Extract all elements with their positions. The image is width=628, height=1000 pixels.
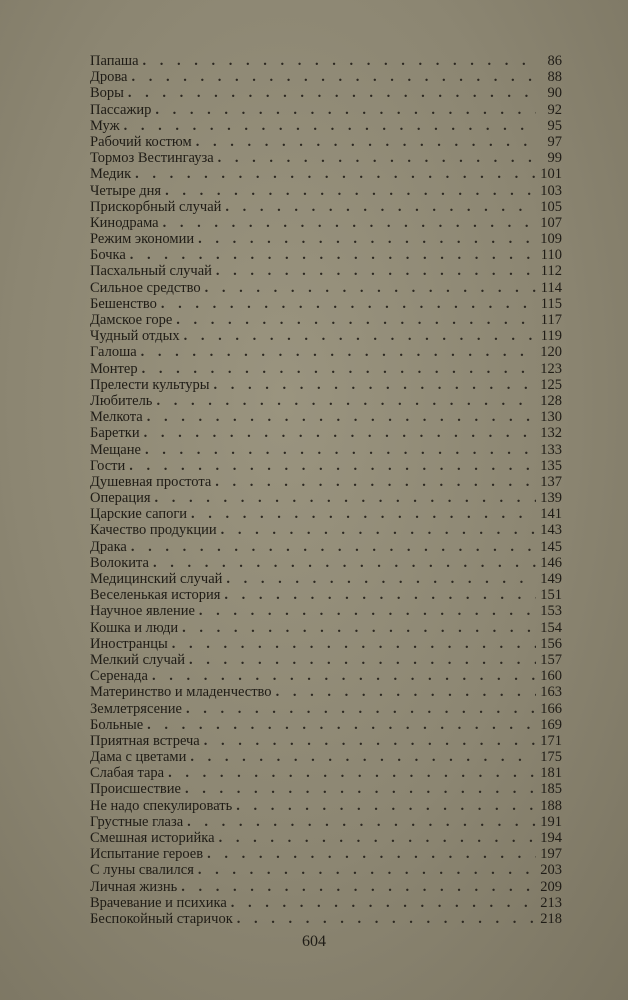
dot-leader <box>131 539 536 555</box>
entry-title: Медик <box>90 166 132 183</box>
entry-title: Грустные глаза <box>90 813 184 830</box>
toc-entry <box>90 166 562 182</box>
toc-entry <box>90 879 562 895</box>
entry-title: Не надо спекулировать <box>90 797 233 814</box>
toc-entry <box>90 555 562 571</box>
entry-title: Бочка <box>90 247 126 264</box>
toc-entry <box>90 215 562 231</box>
toc-entry <box>90 458 562 474</box>
toc-entry <box>90 280 562 296</box>
entry-title: Пассажир <box>90 101 152 118</box>
entry-page-number: 101 <box>540 166 562 183</box>
toc-entry <box>90 393 562 409</box>
entry-title: Качество продукции <box>90 522 217 539</box>
toc-entry <box>90 798 562 814</box>
dot-leader <box>276 684 536 700</box>
entry-page-number: 188 <box>540 797 562 814</box>
dot-leader <box>155 102 536 118</box>
entry-title: Смешная историйка <box>90 830 215 846</box>
toc-entry <box>90 231 562 247</box>
entry-page-number: 218 <box>540 910 562 927</box>
toc-entry <box>90 442 562 458</box>
entry-page-number: 194 <box>540 830 562 846</box>
entry-page-number: 105 <box>540 198 562 215</box>
entry-title: Мелкота <box>90 409 143 426</box>
entry-title: Серенада <box>90 668 148 685</box>
entry-page-number: 137 <box>540 473 562 490</box>
toc-entry <box>90 668 562 684</box>
entry-page-number: 146 <box>540 554 562 571</box>
entry-title: Рабочий костюм <box>90 133 192 150</box>
entry-title: Гости <box>90 457 126 474</box>
entry-title: Любитель <box>90 392 153 409</box>
entry-page-number: 139 <box>540 490 562 507</box>
dot-leader <box>226 571 536 587</box>
dot-leader <box>185 781 536 797</box>
entry-title: Личная жизнь <box>90 878 178 895</box>
toc-entry <box>90 539 562 555</box>
toc-entry <box>90 102 562 118</box>
toc-entry <box>90 911 562 927</box>
entry-title: Кинодрама <box>90 214 159 231</box>
toc-entry <box>90 134 562 150</box>
toc-entry <box>90 506 562 522</box>
toc-entry <box>90 69 562 85</box>
toc-entry <box>90 636 562 652</box>
dot-leader <box>130 247 536 263</box>
entry-page-number: 107 <box>540 214 562 231</box>
dot-leader <box>147 717 536 733</box>
dot-leader <box>152 668 536 684</box>
toc-entry <box>90 263 562 279</box>
entry-title: Драка <box>90 538 127 555</box>
entry-title: Врачевание и психика <box>90 894 227 911</box>
entry-title: Медицинский случай <box>90 571 223 587</box>
toc-entry <box>90 620 562 636</box>
toc-entry <box>90 830 562 846</box>
entry-page-number: 110 <box>540 247 562 264</box>
entry-page-number: 151 <box>540 587 562 604</box>
entry-page-number: 132 <box>540 425 562 442</box>
toc-entry <box>90 409 562 425</box>
entry-title: Веселенькая история <box>90 587 221 604</box>
dot-leader <box>182 620 536 636</box>
entry-page-number: 145 <box>540 538 562 555</box>
entry-page-number: 197 <box>540 846 562 863</box>
dot-leader <box>141 344 536 360</box>
dot-leader <box>163 215 536 231</box>
entry-title: Бешенство <box>90 295 157 312</box>
entry-page-number: 120 <box>540 344 562 361</box>
toc-entry <box>90 150 562 166</box>
toc-entry <box>90 571 562 587</box>
dot-leader <box>147 409 536 425</box>
toc-entry <box>90 199 562 215</box>
entry-page-number: 213 <box>540 894 562 911</box>
dot-leader <box>153 555 536 571</box>
dot-leader <box>155 490 536 506</box>
toc-entry <box>90 846 562 862</box>
dot-leader <box>129 458 536 474</box>
toc-entry <box>90 652 562 668</box>
entry-title: Дама с цветами <box>90 749 187 766</box>
entry-title: Галоша <box>90 344 137 361</box>
entry-page-number: 153 <box>540 603 562 620</box>
entry-page-number: 157 <box>540 651 562 668</box>
toc-entry <box>90 781 562 797</box>
toc-entry <box>90 425 562 441</box>
toc-entry <box>90 814 562 830</box>
toc-entry <box>90 85 562 101</box>
entry-page-number: 181 <box>540 765 562 782</box>
toc-entry <box>90 733 562 749</box>
entry-page-number: 169 <box>540 716 562 733</box>
dot-leader <box>165 183 536 199</box>
toc-entry <box>90 361 562 377</box>
dot-leader <box>221 522 536 538</box>
dot-leader <box>198 862 536 878</box>
dot-leader <box>161 296 536 312</box>
entry-page-number: 88 <box>547 69 562 86</box>
dot-leader <box>199 603 536 619</box>
dot-leader <box>196 134 536 150</box>
toc-entry <box>90 749 562 765</box>
entry-title: Прелести культуры <box>90 376 210 393</box>
toc-entry <box>90 474 562 490</box>
entry-page-number: 112 <box>540 263 562 280</box>
entry-page-number: 143 <box>540 522 562 539</box>
entry-page-number: 135 <box>540 457 562 474</box>
entry-title: Воры <box>90 85 124 102</box>
entry-page-number: 99 <box>547 150 562 167</box>
dot-leader <box>205 280 536 296</box>
entry-title: Материнство и младенчество <box>90 684 272 701</box>
dot-leader <box>231 895 536 911</box>
entry-page-number: 209 <box>540 878 562 895</box>
toc-entry <box>90 344 562 360</box>
dot-leader <box>187 814 536 830</box>
entry-page-number: 117 <box>540 312 562 328</box>
entry-page-number: 166 <box>540 700 562 717</box>
entry-title: Душевная простота <box>90 473 212 490</box>
dot-leader <box>190 749 536 765</box>
entry-title: Тормоз Вестингауза <box>90 150 214 167</box>
entry-page-number: 141 <box>540 506 562 523</box>
dot-leader <box>218 150 536 166</box>
toc-entry <box>90 587 562 603</box>
toc-entry <box>90 328 562 344</box>
dot-leader <box>135 166 536 182</box>
dot-leader <box>184 328 536 344</box>
dot-leader <box>207 846 536 862</box>
table-of-contents <box>90 53 562 927</box>
entry-title: Землетрясение <box>90 700 182 717</box>
toc-entry <box>90 183 562 199</box>
dot-leader <box>143 53 536 69</box>
entry-title: Прискорбный случай <box>90 198 222 215</box>
entry-title: Монтер <box>90 360 138 377</box>
entry-page-number: 92 <box>547 101 562 118</box>
entry-page-number: 163 <box>540 684 562 701</box>
dot-leader <box>191 506 536 522</box>
entry-page-number: 125 <box>540 376 562 393</box>
entry-page-number: 95 <box>547 117 562 134</box>
toc-entry <box>90 765 562 781</box>
dot-leader <box>128 85 536 101</box>
entry-page-number: 103 <box>540 182 562 199</box>
entry-title: Сильное средство <box>90 279 201 296</box>
dot-leader <box>198 231 536 247</box>
entry-title: С луны свалился <box>90 862 194 879</box>
dot-leader <box>145 442 536 458</box>
entry-title: Волокита <box>90 554 149 571</box>
entry-title: Муж <box>90 117 120 134</box>
entry-page-number: 156 <box>540 635 562 652</box>
entry-title: Слабая тара <box>90 765 165 782</box>
toc-entry <box>90 862 562 878</box>
dot-leader <box>189 652 536 668</box>
entry-title: Кошка и люди <box>90 619 179 636</box>
entry-title: Дрова <box>90 69 128 86</box>
entry-title: Режим экономии <box>90 231 195 248</box>
dot-leader <box>236 798 536 814</box>
entry-page-number: 154 <box>540 619 562 636</box>
entry-page-number: 115 <box>540 295 562 312</box>
entry-title: Дамское горе <box>90 312 173 328</box>
toc-entry <box>90 603 562 619</box>
dot-leader <box>176 312 536 328</box>
dot-leader <box>237 911 536 927</box>
entry-title: Баретки <box>90 425 140 442</box>
entry-page-number: 123 <box>540 360 562 377</box>
entry-title: Происшествие <box>90 781 181 798</box>
toc-entry <box>90 895 562 911</box>
page-number: 604 <box>302 933 326 950</box>
toc-entry <box>90 684 562 700</box>
entry-page-number: 171 <box>540 732 562 749</box>
entry-page-number: 203 <box>540 862 562 879</box>
dot-leader <box>156 393 536 409</box>
entry-page-number: 185 <box>540 781 562 798</box>
entry-title: Царские сапоги <box>90 506 188 523</box>
toc-entry <box>90 701 562 717</box>
dot-leader <box>168 765 536 781</box>
toc-entry <box>90 296 562 312</box>
entry-title: Приятная встреча <box>90 732 200 749</box>
toc-entry <box>90 717 562 733</box>
entry-title: Операция <box>90 490 151 507</box>
dot-leader <box>172 636 536 652</box>
dot-leader <box>204 733 536 749</box>
toc-entry <box>90 247 562 263</box>
dot-leader <box>181 879 536 895</box>
dot-leader <box>224 587 536 603</box>
dot-leader <box>144 425 536 441</box>
entry-title: Мелкий случай <box>90 651 185 668</box>
entry-title: Четыре дня <box>90 182 162 199</box>
dot-leader <box>186 701 536 717</box>
dot-leader <box>213 377 536 393</box>
entry-page-number: 90 <box>547 85 562 102</box>
entry-title: Научное явление <box>90 603 195 620</box>
toc-entry <box>90 490 562 506</box>
entry-page-number: 130 <box>540 409 562 426</box>
entry-page-number: 128 <box>540 392 562 409</box>
entry-title: Пасхальный случай <box>90 263 212 280</box>
dot-leader <box>219 830 536 846</box>
toc-entry <box>90 53 562 69</box>
entry-page-number: 119 <box>540 328 562 345</box>
entry-page-number: 86 <box>547 53 562 69</box>
entry-title: Беспокойный старичок <box>90 910 233 927</box>
entry-title: Испытание героев <box>90 846 204 863</box>
dot-leader <box>131 69 536 85</box>
toc-entry <box>90 118 562 134</box>
toc-entry <box>90 312 562 328</box>
entry-page-number: 114 <box>540 279 562 296</box>
entry-page-number: 160 <box>540 668 562 685</box>
entry-title: Иностранцы <box>90 635 168 652</box>
entry-page-number: 149 <box>540 571 562 587</box>
entry-page-number: 97 <box>547 133 562 150</box>
dot-leader <box>142 361 536 377</box>
entry-title: Папаша <box>90 53 139 69</box>
dot-leader <box>216 263 536 279</box>
entry-title: Чудный отдых <box>90 328 180 345</box>
toc-entry <box>90 522 562 538</box>
entry-page-number: 109 <box>540 231 562 248</box>
entry-page-number: 191 <box>540 813 562 830</box>
dot-leader <box>225 199 536 215</box>
dot-leader <box>124 118 536 134</box>
dot-leader <box>215 474 536 490</box>
entry-title: Мещане <box>90 441 141 458</box>
toc-entry <box>90 377 562 393</box>
entry-page-number: 175 <box>540 749 562 766</box>
entry-page-number: 133 <box>540 441 562 458</box>
entry-title: Больные <box>90 716 144 733</box>
